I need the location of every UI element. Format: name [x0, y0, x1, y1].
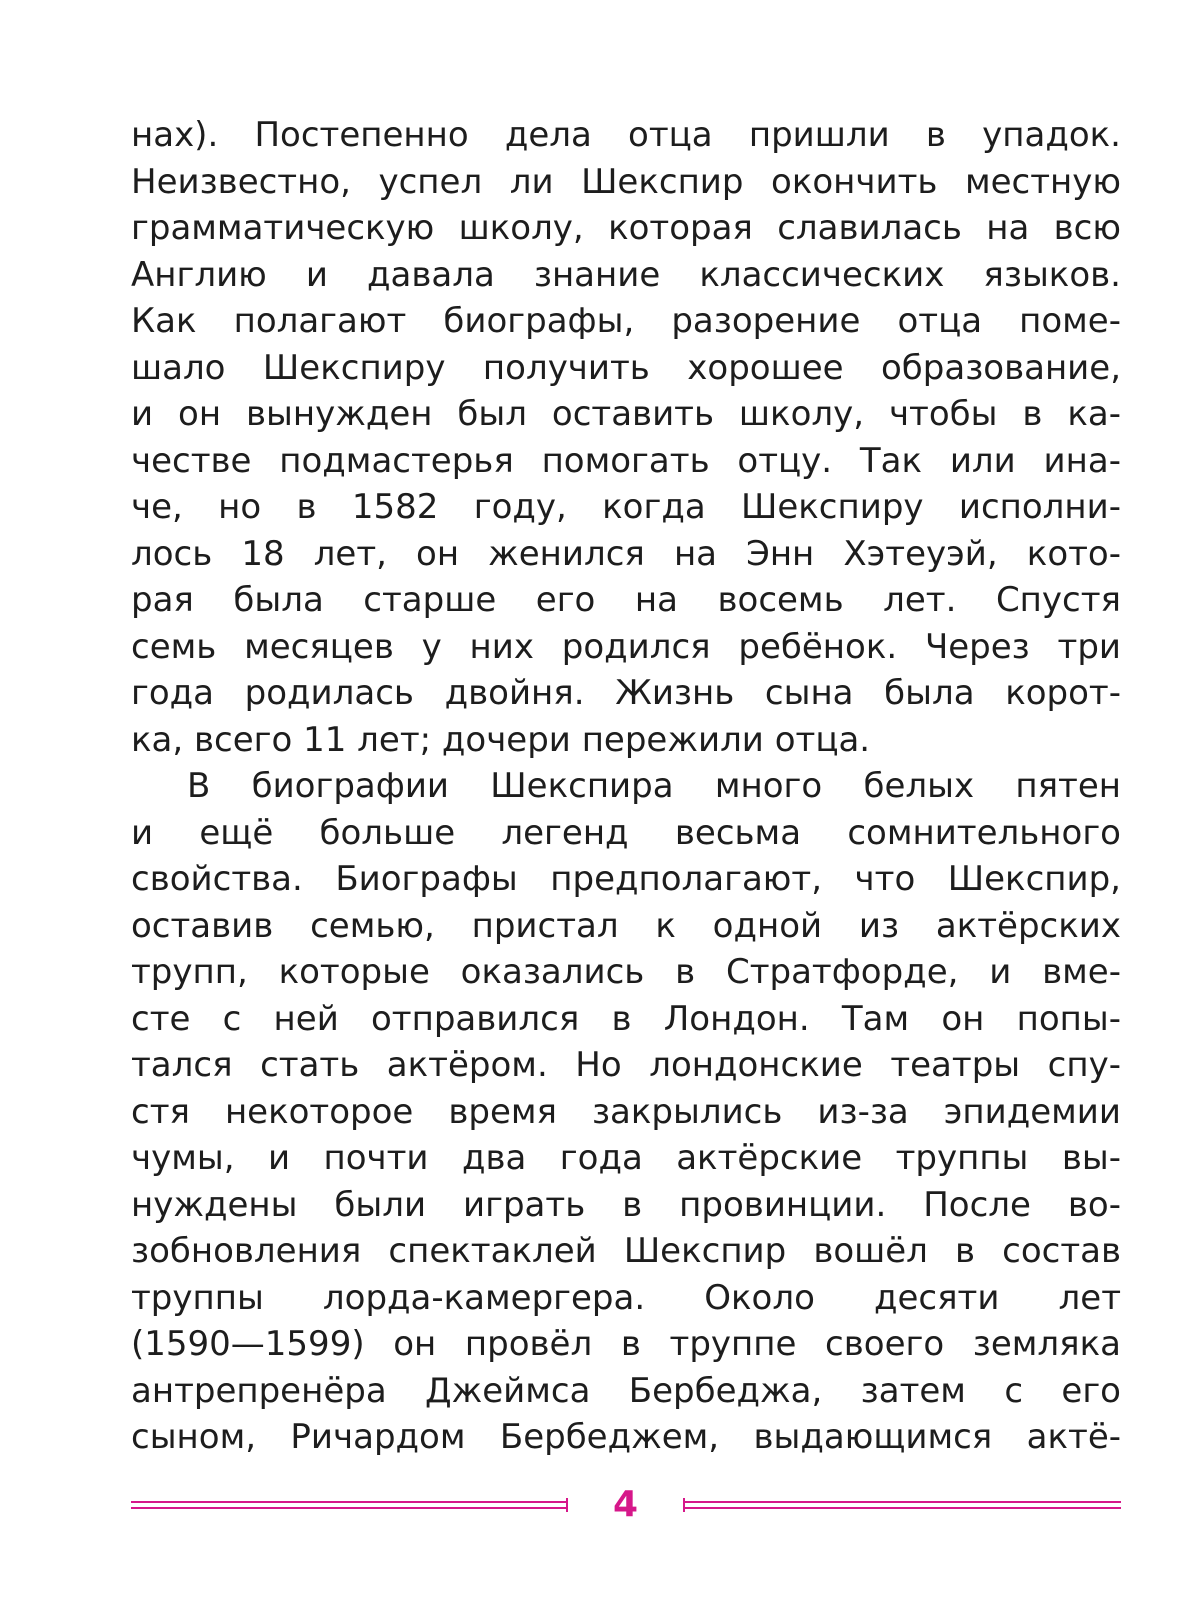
text-line: сте с ней отправился в Лондон. Там он попы- [131, 998, 1121, 1039]
text-line: че, но в 1582 году, когда Шекспиру исполни- [131, 487, 1121, 527]
text-line: (1590—1599) он провёл в труппе своего земляка [131, 1324, 1121, 1364]
text-line: шало Шекспиру получить хорошее образование, [131, 347, 1121, 388]
rule-end-cap [683, 1498, 685, 1512]
text-line: сыном, Ричардом Бербеджем, выдающимся актё- [131, 1417, 1121, 1457]
text-line: Неизвестно, успел ли Шекспир окончить местную [131, 161, 1121, 202]
text-line: антрепренёра Джеймса Бербеджа, затем с его [131, 1370, 1121, 1411]
text-line: стя некоторое время закрылись из-за эпидемии [131, 1091, 1121, 1132]
rule-line [683, 1501, 1121, 1503]
footer-rule-right [683, 1501, 1121, 1509]
text-line: нуждены были играть в провинции. После во- [131, 1184, 1121, 1225]
text-line: честве подмастерья помогать отцу. Так или ина- [131, 440, 1121, 481]
text-line: лось 18 лет, он женился на Энн Хэтеуэй, кото- [131, 533, 1121, 574]
text-line: Англию и давала знание классических языков. [131, 254, 1121, 295]
text-line: зобновления спектаклей Шекспир вошёл в состав [131, 1231, 1121, 1271]
text-line: семь месяцев у них родился ребёнок. Через три [131, 626, 1121, 667]
footer-rule-left [131, 1501, 568, 1509]
text-line: и он вынужден был оставить школу, чтобы в ка- [131, 394, 1121, 434]
text-line: грамматическую школу, которая славилась на всю [131, 208, 1121, 248]
rule-line [131, 1507, 568, 1509]
body-text [131, 112, 1121, 1461]
page-footer [131, 1478, 1121, 1532]
text-line: труппы лорда-камергера. Около десяти лет [131, 1277, 1121, 1318]
text-line: нах). Постепенно дела отца пришли в упадок. [131, 115, 1121, 155]
text-line: рая была старше его на восемь лет. Спустя [131, 580, 1121, 620]
text-line: свойства. Биографы предполагают, что Шекспир, [131, 859, 1121, 899]
text-line: чумы, и почти два года актёрские труппы вы- [131, 1138, 1121, 1178]
page-number: 4 [612, 1484, 639, 1525]
text-line: и ещё больше легенд весьма сомнительного [131, 812, 1121, 853]
text-line: Как полагают биографы, разорение отца поме- [131, 301, 1121, 341]
text-line: года родилась двойня. Жизнь сына была корот- [131, 673, 1121, 713]
paragraph-end-line: ка, всего 11 лет; дочери пережили отца. [131, 719, 871, 760]
text-line: тался стать актёром. Но лондонские театры спу- [131, 1045, 1121, 1085]
rule-line [131, 1501, 568, 1503]
text-line: оставив семью, пристал к одной из актёрских [131, 905, 1121, 946]
paragraph-start-line: В биографии Шекспира много белых пятен [187, 766, 1121, 806]
text-line: трупп, которые оказались в Стратфорде, и вме- [131, 952, 1121, 992]
rule-line [683, 1507, 1121, 1509]
